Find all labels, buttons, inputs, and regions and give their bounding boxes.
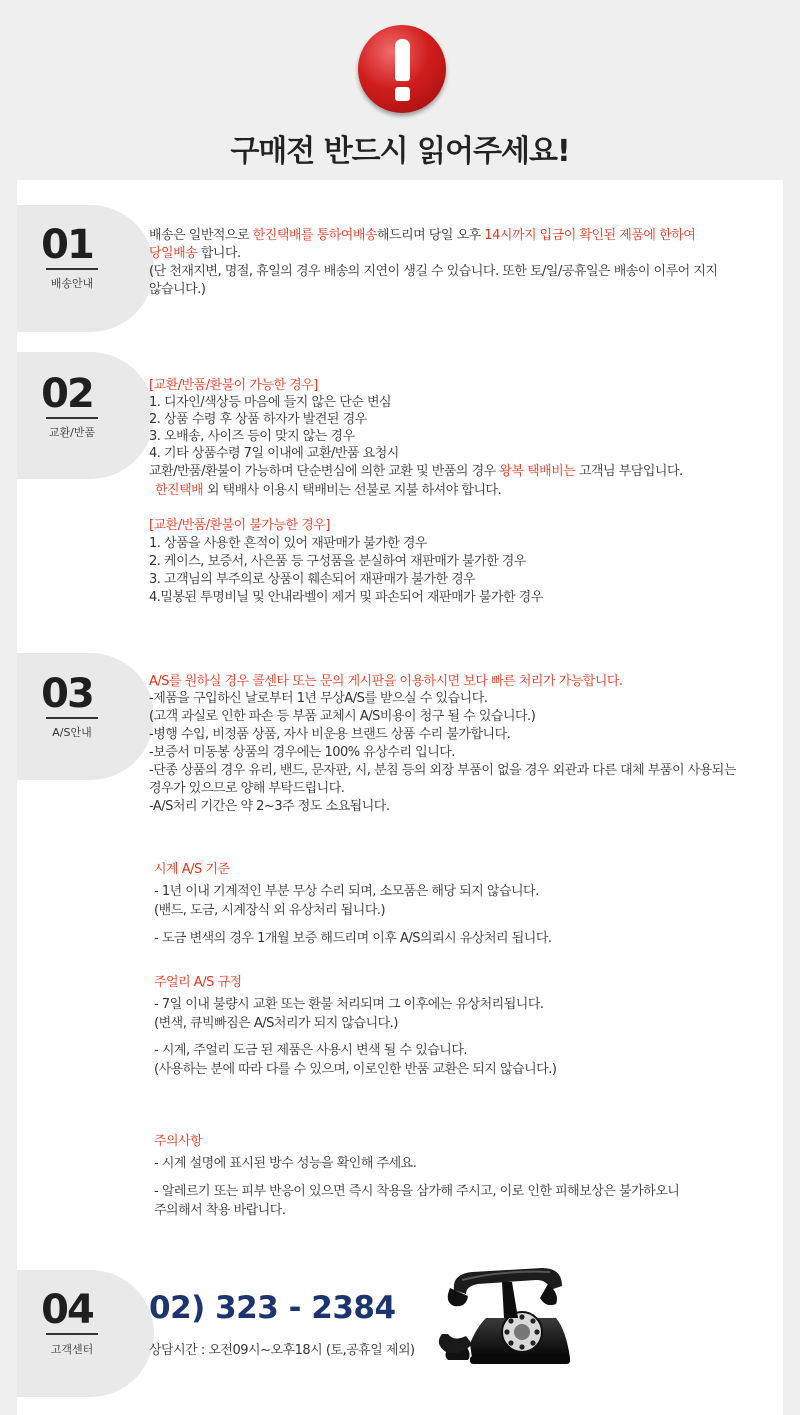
shipping-line-3: (단 천재지변, 명절, 휴일의 경우 배송의 지연이 생길 수 있습니다. 또한 토/일/공휴일은 배송이 이루어 지지 bbox=[149, 264, 718, 279]
section-number: 01 bbox=[41, 222, 93, 268]
divider bbox=[46, 717, 98, 719]
section-label: 배송안내 bbox=[50, 277, 94, 290]
list-item: (밴드, 도금, 시계장식 외 유상처리 됩니다.) bbox=[154, 903, 386, 918]
list-item: 3. 오배송, 사이즈 등이 맞지 않는 경우 bbox=[149, 429, 355, 444]
section-label: 교환/반품 bbox=[48, 426, 96, 439]
shipping-line-4: 않습니다.) bbox=[149, 282, 206, 297]
divider bbox=[46, 417, 98, 419]
list-item: 2. 케이스, 보증서, 사은품 등 구성품을 분실하여 재판매가 불가한 경우 bbox=[149, 554, 526, 569]
business-hours: 상담시간 : 오전09시~오후18시 (토,공휴일 제외) bbox=[149, 1343, 415, 1358]
list-item: - 도금 변색의 경우 1개월 보증 해드리며 이후 A/S의뢰시 유상처리 됩니다. bbox=[154, 931, 552, 946]
list-item: - 알레르기 또는 피부 반응이 있으면 즉시 착용을 삼가해 주시고, 이로 인한 피해보상은 불가하오니 bbox=[154, 1184, 680, 1199]
section-number: 04 bbox=[41, 1287, 93, 1333]
exchange-impossible-heading: [교환/반품/환불이 불가능한 경우] bbox=[149, 518, 330, 533]
section-label: A/S안내 bbox=[52, 726, 92, 739]
list-item: 교환/반품/환불이 가능하며 단순변심에 의한 교환 및 반품의 경우 왕복 택배비는 고객님 부담입니다. bbox=[149, 464, 683, 479]
list-item: -제품을 구입하신 날로부터 1년 무상A/S를 받으실 수 있습니다. bbox=[149, 691, 488, 706]
list-item: (변색, 큐빅빠짐은 A/S처리가 되지 않습니다.) bbox=[154, 1016, 398, 1031]
list-item: 1. 상품을 사용한 흔적이 있어 재판매가 불가한 경우 bbox=[149, 536, 427, 551]
as-heading: A/S를 원하실 경우 콜센타 또는 문의 게시판을 이용하시면 보다 빠른 처리가 가능합니다. bbox=[149, 674, 623, 689]
page-title: 구매전 반드시 읽어주세요! bbox=[230, 134, 570, 169]
notice-card bbox=[17, 180, 783, 1415]
list-item: (고객 과실로 인한 파손 등 부품 교체시 A/S비용이 청구 될 수 있습니다.) bbox=[149, 709, 536, 724]
list-item: 4.밀봉된 투명비닐 및 안내라벨이 제거 및 파손되어 재판매가 불가한 경우 bbox=[149, 590, 543, 605]
list-item: -단종 상품의 경우 유리, 밴드, 문자판, 시, 분침 등의 외장 부품이 없을 경우 외관과 다른 대체 부품이 사용되는 bbox=[149, 763, 736, 778]
watch-as-heading: 시계 A/S 기준 bbox=[154, 862, 230, 877]
list-item: 한진택배 외 택배사 이용시 택배비는 선불로 지불 하셔야 합니다. bbox=[155, 483, 502, 498]
list-item: - 시계, 주얼리 도금 된 제품은 사용시 변색 될 수 있습니다. bbox=[154, 1043, 468, 1058]
list-item: 주의해서 착용 바랍니다. bbox=[154, 1203, 286, 1218]
list-item: -A/S처리 기간은 약 2~3주 정도 소요됩니다. bbox=[149, 799, 390, 814]
list-item: -보증서 미동봉 상품의 경우에는 100% 유상수리 입니다. bbox=[149, 745, 455, 760]
divider bbox=[46, 1333, 98, 1335]
list-item: 경우가 있으므로 양해 부탁드립니다. bbox=[149, 781, 345, 796]
caution-heading: 주의사항 bbox=[154, 1134, 203, 1149]
list-item: 4. 기타 상품수령 7일 이내에 교환/반품 요청시 bbox=[149, 446, 399, 461]
divider bbox=[46, 268, 98, 270]
list-item: -병행 수입, 비정품 상품, 자사 비운용 브랜드 상품 수리 불가합니다. bbox=[149, 727, 511, 742]
list-item: 2. 상품 수령 후 상품 하자가 발견된 경우 bbox=[149, 412, 367, 427]
shipping-line-2: 당일배송 합니다. bbox=[149, 246, 241, 261]
jewelry-as-heading: 주얼리 A/S 규정 bbox=[154, 975, 242, 990]
exclamation-icon bbox=[358, 25, 446, 113]
list-item: 3. 고객님의 부주의로 상품이 훼손되어 재판매가 불가한 경우 bbox=[149, 572, 476, 587]
phone-number[interactable]: 02) 323 - 2384 bbox=[149, 1290, 396, 1326]
section-number: 03 bbox=[41, 671, 93, 717]
section-label: 고객센터 bbox=[50, 1343, 94, 1356]
telephone-icon bbox=[432, 1258, 572, 1370]
list-item: - 1년 이내 기계적인 부분 무상 수리 되며, 소모품은 해당 되지 않습니다. bbox=[154, 884, 539, 899]
list-item: - 7일 이내 불량시 교환 또는 환불 처리되며 그 이후에는 유상처리됩니다. bbox=[154, 997, 544, 1012]
exchange-possible-heading: [교환/반품/환불이 가능한 경우] bbox=[149, 378, 318, 393]
list-item: (사용하는 분에 따라 다를 수 있으며, 이로인한 반품 교환은 되지 않습니다.) bbox=[154, 1062, 557, 1077]
list-item: 1. 디자인/색상등 마음에 들지 않은 단순 변심 bbox=[149, 395, 392, 410]
list-item: - 시계 설명에 표시된 방수 성능을 확인해 주세요. bbox=[154, 1156, 417, 1171]
section-number: 02 bbox=[41, 371, 93, 417]
shipping-line-1: 배송은 일반적으로 한진택배를 통하여배송해드리며 당일 오후 14시까지 입금이 확인된 제품에 한하여 bbox=[149, 228, 696, 243]
